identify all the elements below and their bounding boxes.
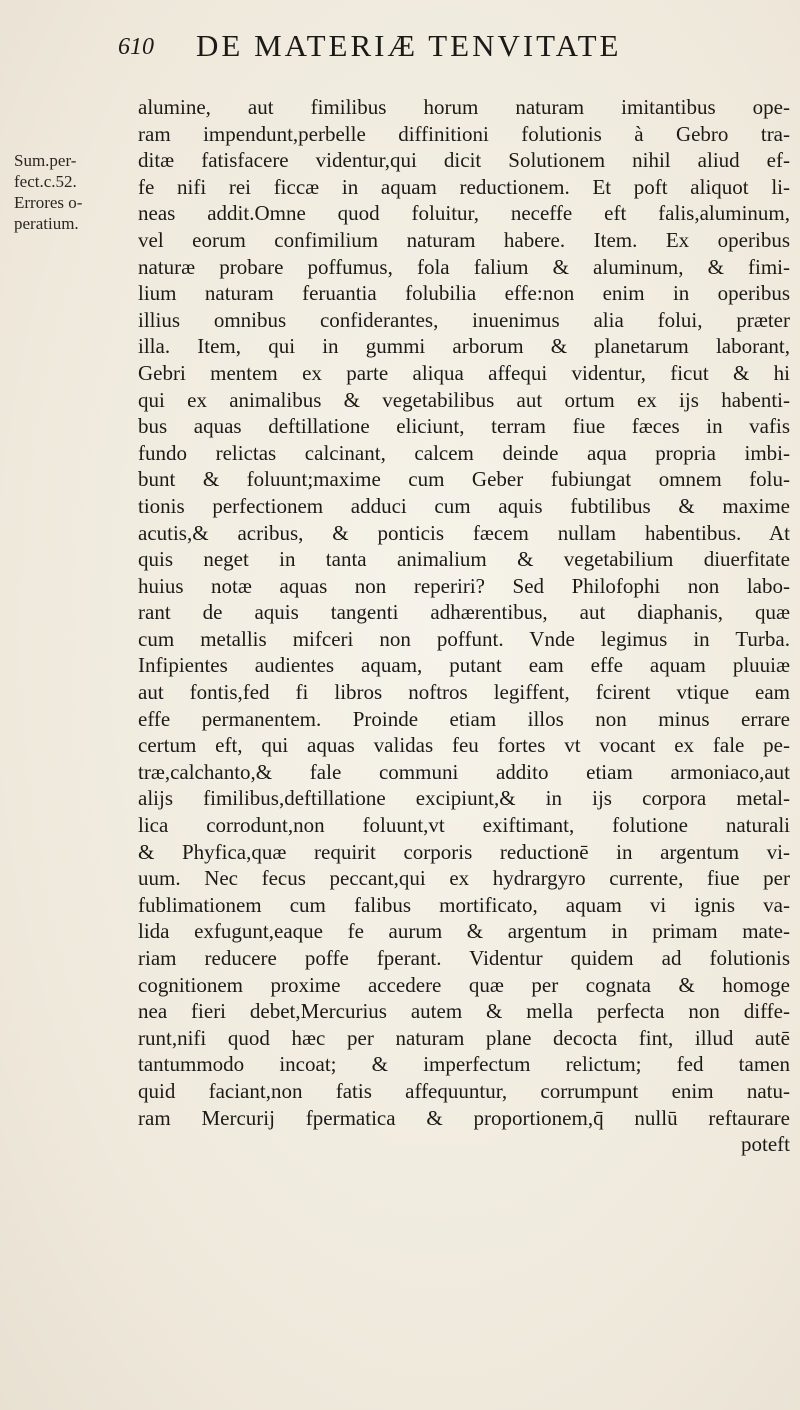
text-line: uum. Nec fecus peccant,qui ex hydrargyro currente, fiue per	[138, 866, 790, 891]
margin-note: peratium.	[14, 214, 79, 233]
text-line: illius omnibus confiderantes, inuenimus alia folui, præter	[138, 307, 790, 332]
text-line: illa. Item, qui in gummi arborum & planetarum laborant,	[138, 334, 790, 359]
text-line: vel eorum confimilium naturam habere. Item. Ex operibus	[138, 227, 790, 252]
running-head: DE MATERIÆ TENVITATE	[196, 28, 622, 63]
text-line: alijs fimilibus,deftillatione excipiunt,& in ijs corpora metal-	[138, 786, 790, 811]
text-line: tantummodo incoat; & imperfectum relictum; fed tamen	[138, 1052, 790, 1077]
text-line: lica corrodunt,non foluunt,vt exiftimant, folutione naturali	[138, 813, 790, 838]
body-text	[138, 94, 790, 1158]
text-line: nea fieri debet,Mercurius autem & mella perfecta non diffe-	[138, 999, 790, 1024]
text-line: Gebri mentem ex parte aliqua affequi videntur, ficut & hi	[138, 360, 790, 385]
page-number: 610	[118, 34, 154, 60]
text-line: bus aquas deftillatione eliciunt, terram fiue fæces in vafis	[138, 414, 790, 439]
margin-note: Errores o-	[14, 193, 83, 212]
text-line: tionis perfectionem adduci cum aquis fubtilibus & maxime	[138, 493, 790, 518]
text-line: cognitionem proxime accedere quæ per cognata & homoge	[138, 972, 790, 997]
text-line: runt,nifi quod hæc per naturam plane decocta fint, illud autē	[138, 1025, 790, 1050]
text-line: riam reducere poffe fperant. Videntur quidem ad folutionis	[138, 946, 790, 970]
margin-notes	[14, 150, 126, 234]
text-line: fundo relictas calcinant, calcem deinde aqua propria imbi-	[138, 440, 790, 465]
text-line: acutis,& acribus, & ponticis fæcem nullam habentibus. At	[138, 520, 790, 545]
page-header	[0, 28, 800, 78]
margin-note: fect.c.52.	[14, 172, 77, 191]
text-line: lium naturam feruantia folubilia effe:non enim in operibus	[138, 281, 790, 306]
text-line: fe nifi rei ficcæ in aquam reductionem. Et poft aliquot li-	[138, 174, 790, 199]
text-line: aut fontis,fed fi libros noftros legiffent, fcirent vtique eam	[138, 680, 790, 705]
text-line: ram impendunt,perbelle diffinitioni folutionis à Gebro tra-	[138, 121, 790, 146]
text-line: effe permanentem. Proinde etiam illos non minus errare	[138, 706, 790, 731]
text-line: naturæ probare poffumus, fola falium & aluminum, & fimi-	[138, 254, 790, 279]
text-line: lida exfugunt,eaque fe aurum & argentum in primam mate-	[138, 919, 790, 944]
text-line: Infipientes audientes aquam, putant eam effe aquam pluuiæ	[138, 653, 790, 678]
text-line: alumine, aut fimilibus horum naturam imitantibus ope-	[138, 95, 790, 119]
text-line: bunt & foluunt;maxime cum Geber fubiungat omnem folu-	[138, 467, 790, 492]
text-line: neas addit.Omne quod foluitur, neceffe eft falis,aluminum,	[138, 201, 790, 226]
text-line: certum eft, qui aquas validas feu fortes vt vocant ex fale pe-	[138, 733, 790, 758]
text-line: quid faciant,non fatis affequuntur, corrumpunt enim natu-	[138, 1078, 790, 1103]
catchword: poteft	[741, 1132, 790, 1157]
text-line: ram Mercurij fpermatica & proportionem,q̄ nullū reftaurare	[138, 1105, 790, 1130]
text-line: cum metallis mifceri non poffunt. Vnde legimus in Turba.	[138, 626, 790, 651]
text-line: huius notæ aquas non reperiri? Sed Philofophi non labo-	[138, 573, 790, 598]
text-line: fublimationem cum falibus mortificato, aquam vi ignis va-	[138, 892, 790, 917]
text-line: rant de aquis tangenti adhærentibus, aut diaphanis, quæ	[138, 600, 790, 625]
text-line: qui ex animalibus & vegetabilibus aut ortum ex ijs habenti-	[138, 387, 790, 412]
text-line: ditæ fatisfacere videntur,qui dicit Solutionem nihil aliud ef-	[138, 148, 790, 173]
text-line: & Phyfica,quæ requirit corporis reductionē in argentum vi-	[138, 839, 790, 864]
margin-note: Sum.per-	[14, 151, 77, 170]
text-line: træ,calchanto,& fale communi addito etiam armoniaco,aut	[138, 759, 790, 784]
text-line: quis neget in tanta animalium & vegetabilium diuerfitate	[138, 547, 790, 572]
